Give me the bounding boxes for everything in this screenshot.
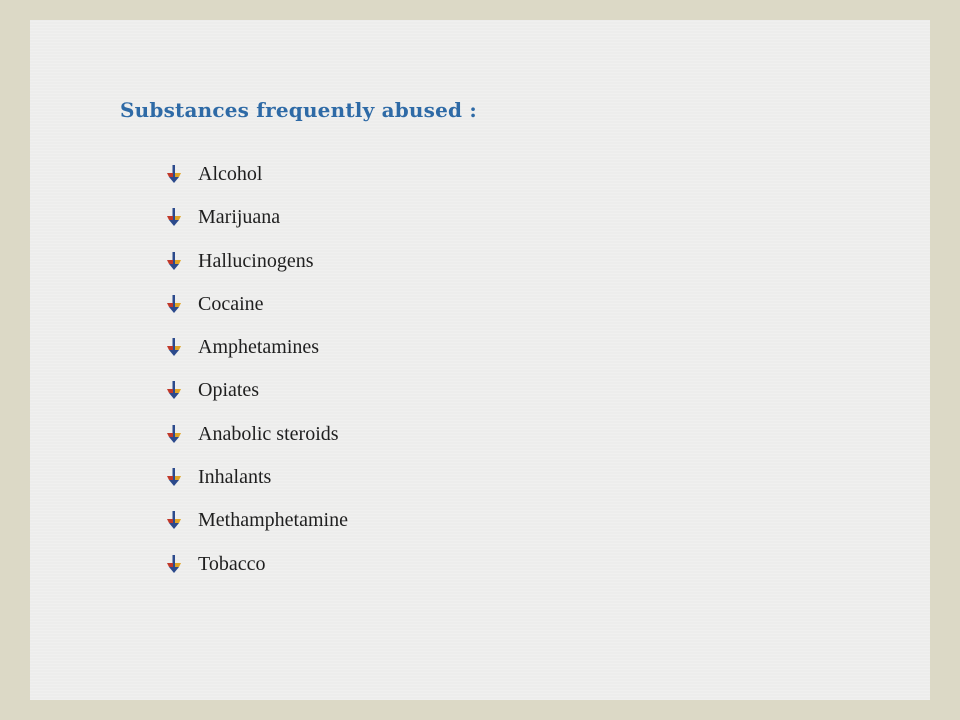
list-item xyxy=(166,552,348,595)
arrow-bullet-icon xyxy=(166,424,198,444)
slide xyxy=(30,20,930,700)
list-item-label: Hallucinogens xyxy=(198,249,314,272)
list-item-label: Methamphetamine xyxy=(198,509,348,532)
list-item xyxy=(166,422,348,465)
arrow-bullet-icon xyxy=(166,251,198,271)
list-item xyxy=(166,335,348,378)
list-item xyxy=(166,292,348,335)
list-item-label: Inhalants xyxy=(198,466,272,489)
list-item-label: Opiates xyxy=(198,379,260,402)
arrow-bullet-icon xyxy=(166,380,198,400)
list-item-label: Marijuana xyxy=(198,206,281,229)
arrow-bullet-icon xyxy=(166,164,198,184)
list-item xyxy=(166,378,348,421)
list-item-label: Tobacco xyxy=(198,552,266,575)
list-item-label: Cocaine xyxy=(198,292,264,315)
arrow-bullet-icon xyxy=(166,207,198,227)
list-item xyxy=(166,465,348,508)
substance-list xyxy=(166,162,348,595)
list-item xyxy=(166,508,348,551)
arrow-bullet-icon xyxy=(166,554,198,574)
slide-title: Substances frequently abused : xyxy=(120,98,477,122)
arrow-bullet-icon xyxy=(166,294,198,314)
list-item-label: Anabolic steroids xyxy=(198,422,339,445)
arrow-bullet-icon xyxy=(166,337,198,357)
arrow-bullet-icon xyxy=(166,467,198,487)
list-item xyxy=(166,205,348,248)
list-item-label: Alcohol xyxy=(198,163,263,185)
list-item xyxy=(166,249,348,292)
arrow-bullet-icon xyxy=(166,510,198,530)
list-item-label: Amphetamines xyxy=(198,336,320,359)
list-item xyxy=(166,162,348,205)
